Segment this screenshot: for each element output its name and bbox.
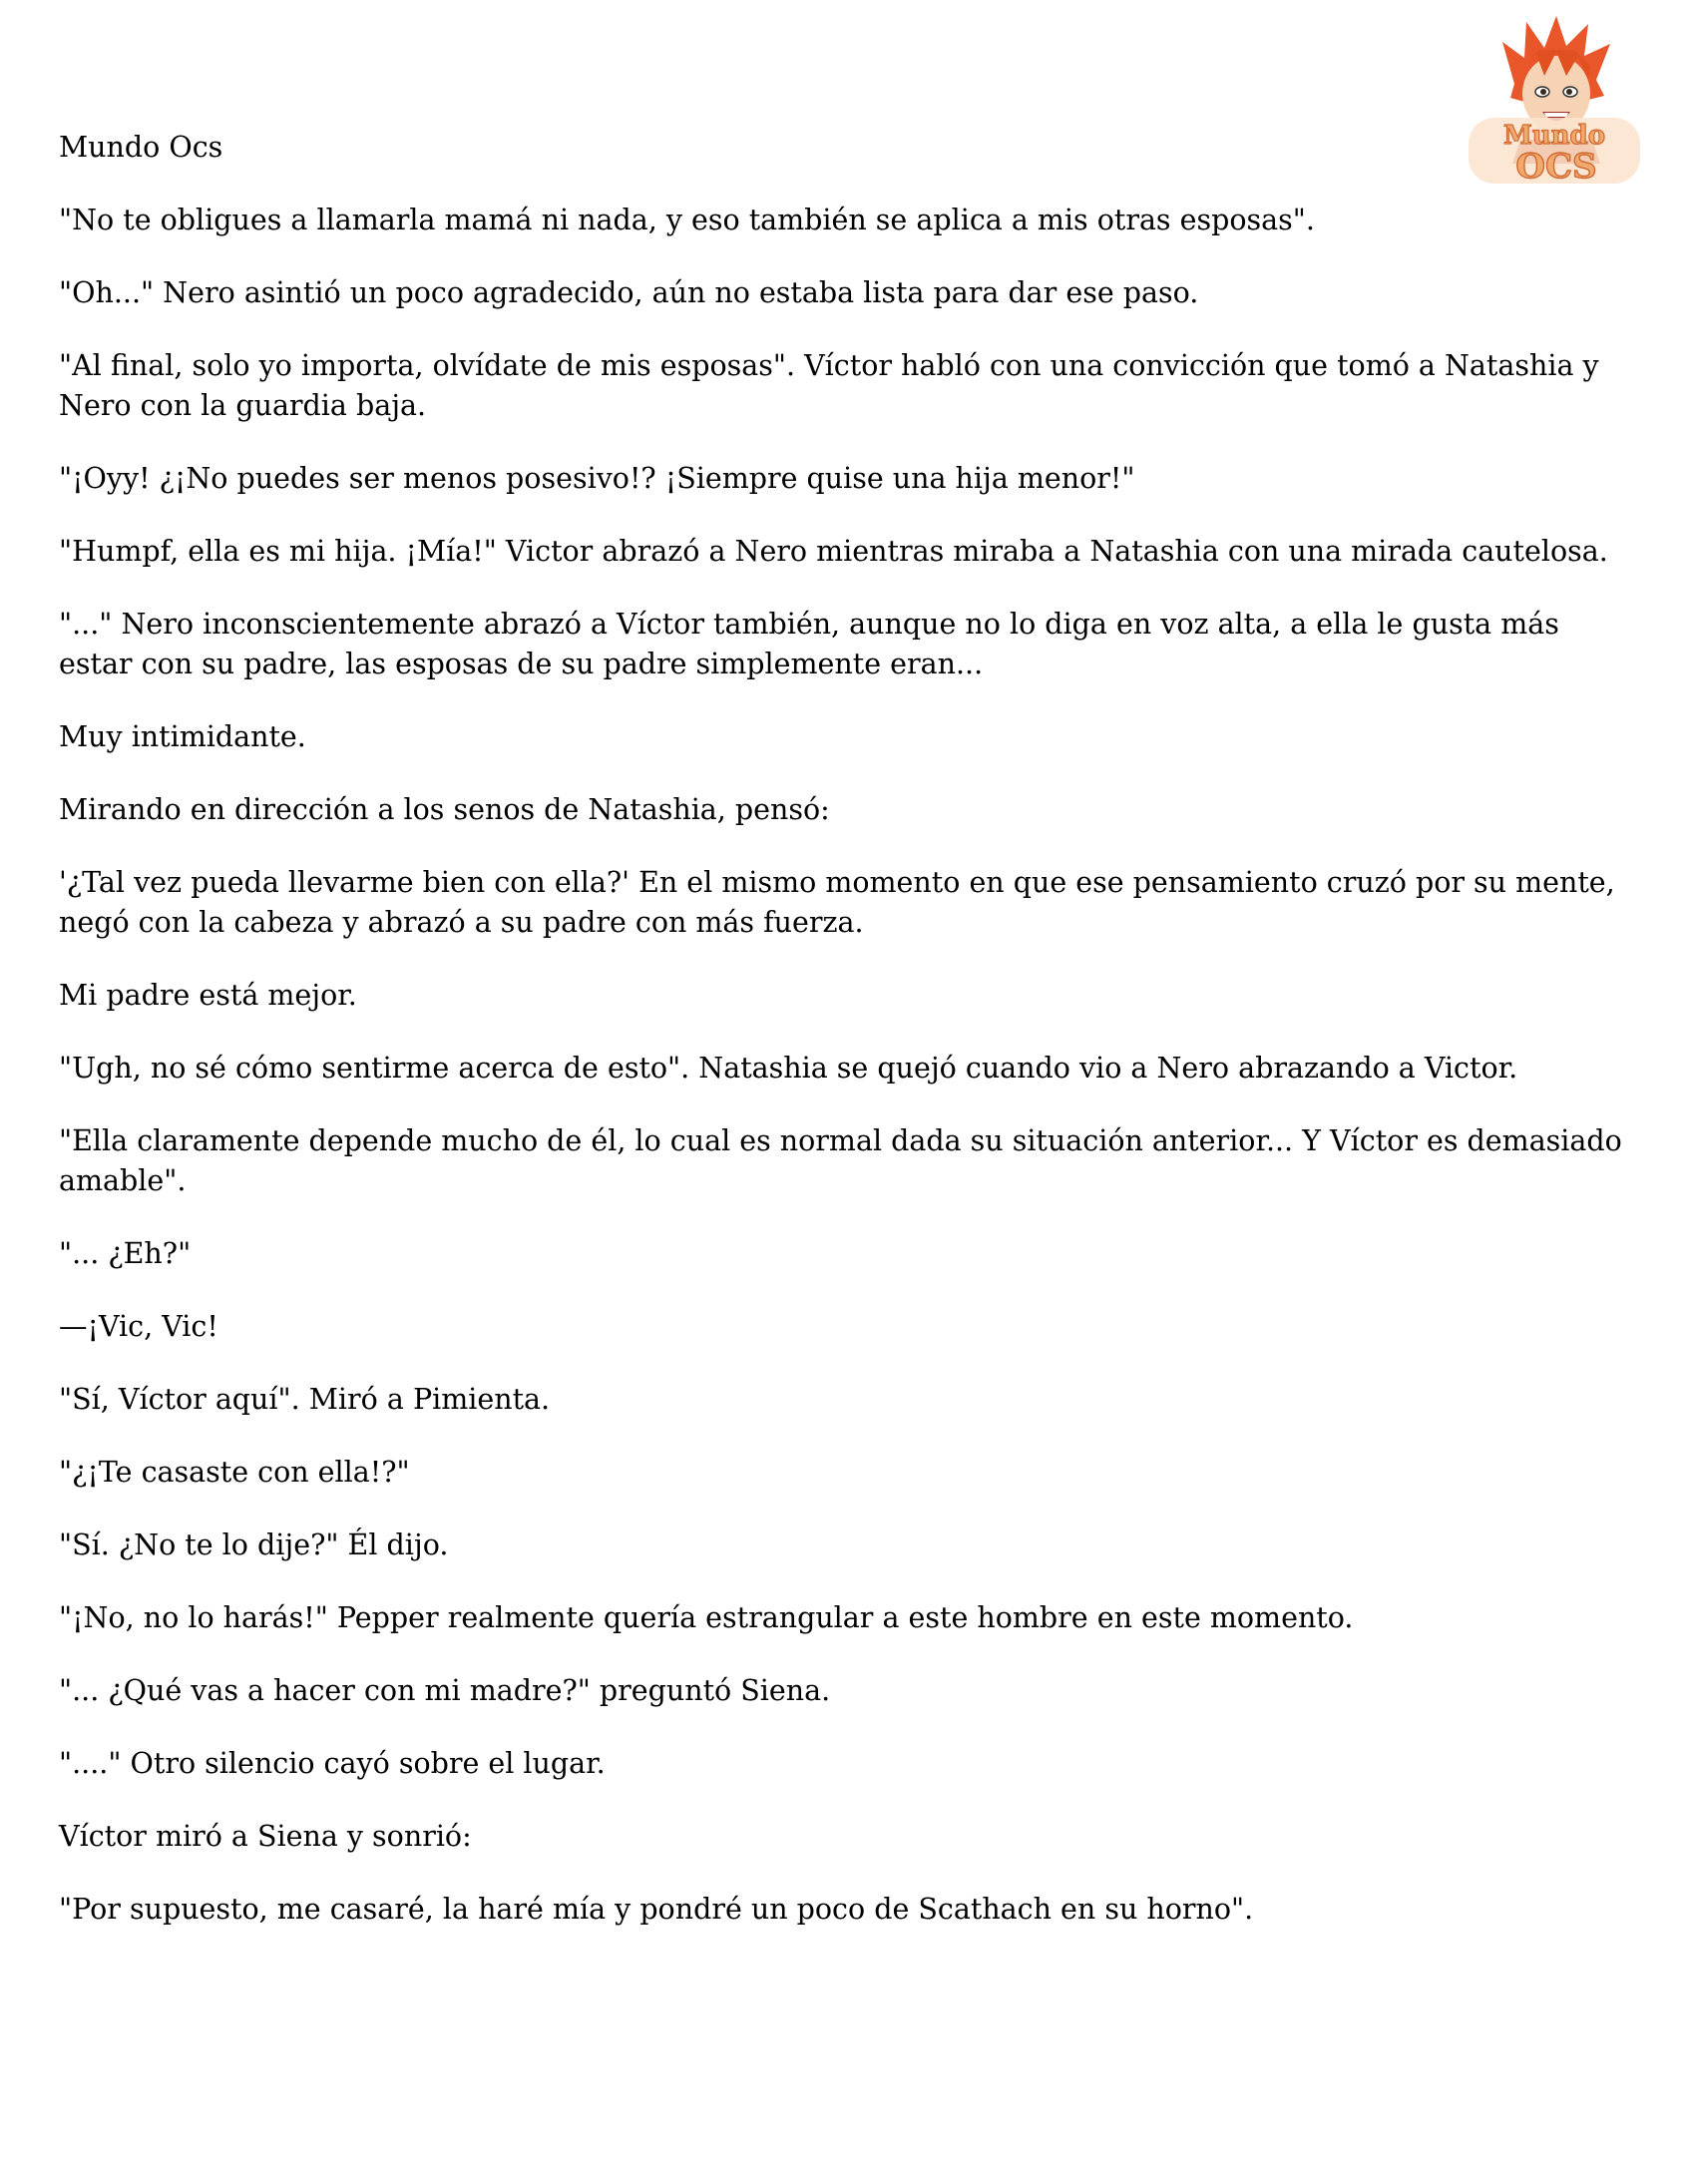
paragraph: "Ella claramente depende mucho de él, lo cual es normal dada su situación anterior... Y Víctor es demasiado amable".: [59, 1124, 1622, 1197]
paragraph: "...." Otro silencio cayó sobre el lugar.: [59, 1747, 606, 1780]
document-body: [59, 128, 1635, 1963]
paragraph: "Oh..." Nero asintió un poco agradecido, aún no estaba lista para dar ese paso.: [59, 276, 1199, 309]
paragraph: Muy intimidante.: [59, 720, 306, 753]
paragraph: Mi padre está mejor.: [59, 979, 357, 1012]
logo-text-bottom: OCS: [1515, 147, 1597, 186]
paragraph: "Sí, Víctor aquí". Miró a Pimienta.: [59, 1383, 551, 1416]
paragraph: "... ¿Qué vas a hacer con mi madre?" preguntó Siena.: [59, 1674, 831, 1707]
paragraph: "Por supuesto, me casaré, la haré mía y pondré un poco de Scathach en su horno".: [59, 1893, 1254, 1926]
logo-text-top: Mundo: [1502, 121, 1606, 151]
paragraph: "Al final, solo yo importa, olvídate de mis esposas". Víctor habló con una convicción que tomó a Natashia y Nero con la guardia baja.: [59, 349, 1599, 422]
paragraph: "No te obligues a llamarla mamá ni nada, y eso también se aplica a mis otras esposas".: [59, 204, 1315, 236]
paragraph: Víctor miró a Siena y sonrió:: [59, 1820, 472, 1853]
paragraph: "¡No, no lo harás!" Pepper realmente quería estrangular a este hombre en este momento.: [59, 1601, 1354, 1634]
paragraph: —¡Vic, Vic!: [59, 1310, 218, 1343]
paragraph: "Humpf, ella es mi hija. ¡Mía!" Victor abrazó a Nero mientras miraba a Natashia con una mirada cautelosa.: [59, 535, 1608, 568]
paragraph: "¿¡Te casaste con ella!?": [59, 1456, 410, 1489]
paragraph: "Sí. ¿No te lo dije?" Él dijo.: [59, 1529, 449, 1561]
paragraph: "Ugh, no sé cómo sentirme acerca de esto". Natashia se quejó cuando vio a Nero abrazando a Victor.: [59, 1052, 1518, 1085]
paragraph: "..." Nero inconscientemente abrazó a Víctor también, aunque no lo diga en voz alta, a ella le gusta más estar con su padre, las esposas de su padre simplemente eran...: [59, 608, 1559, 680]
paragraph: "¡Oyy! ¿¡No puedes ser menos posesivo!? ¡Siempre quise una hija menor!": [59, 462, 1135, 495]
site-name-heading: Mundo Ocs: [59, 131, 223, 164]
paragraph: '¿Tal vez pueda llevarme bien con ella?' En el mismo momento en que ese pensamiento cruzó por su mente, negó con la cabeza y abrazó a su padre con más fuerza.: [59, 866, 1615, 939]
paragraph: "... ¿Eh?": [59, 1237, 192, 1270]
paragraph: Mirando en dirección a los senos de Natashia, pensó:: [59, 793, 830, 826]
